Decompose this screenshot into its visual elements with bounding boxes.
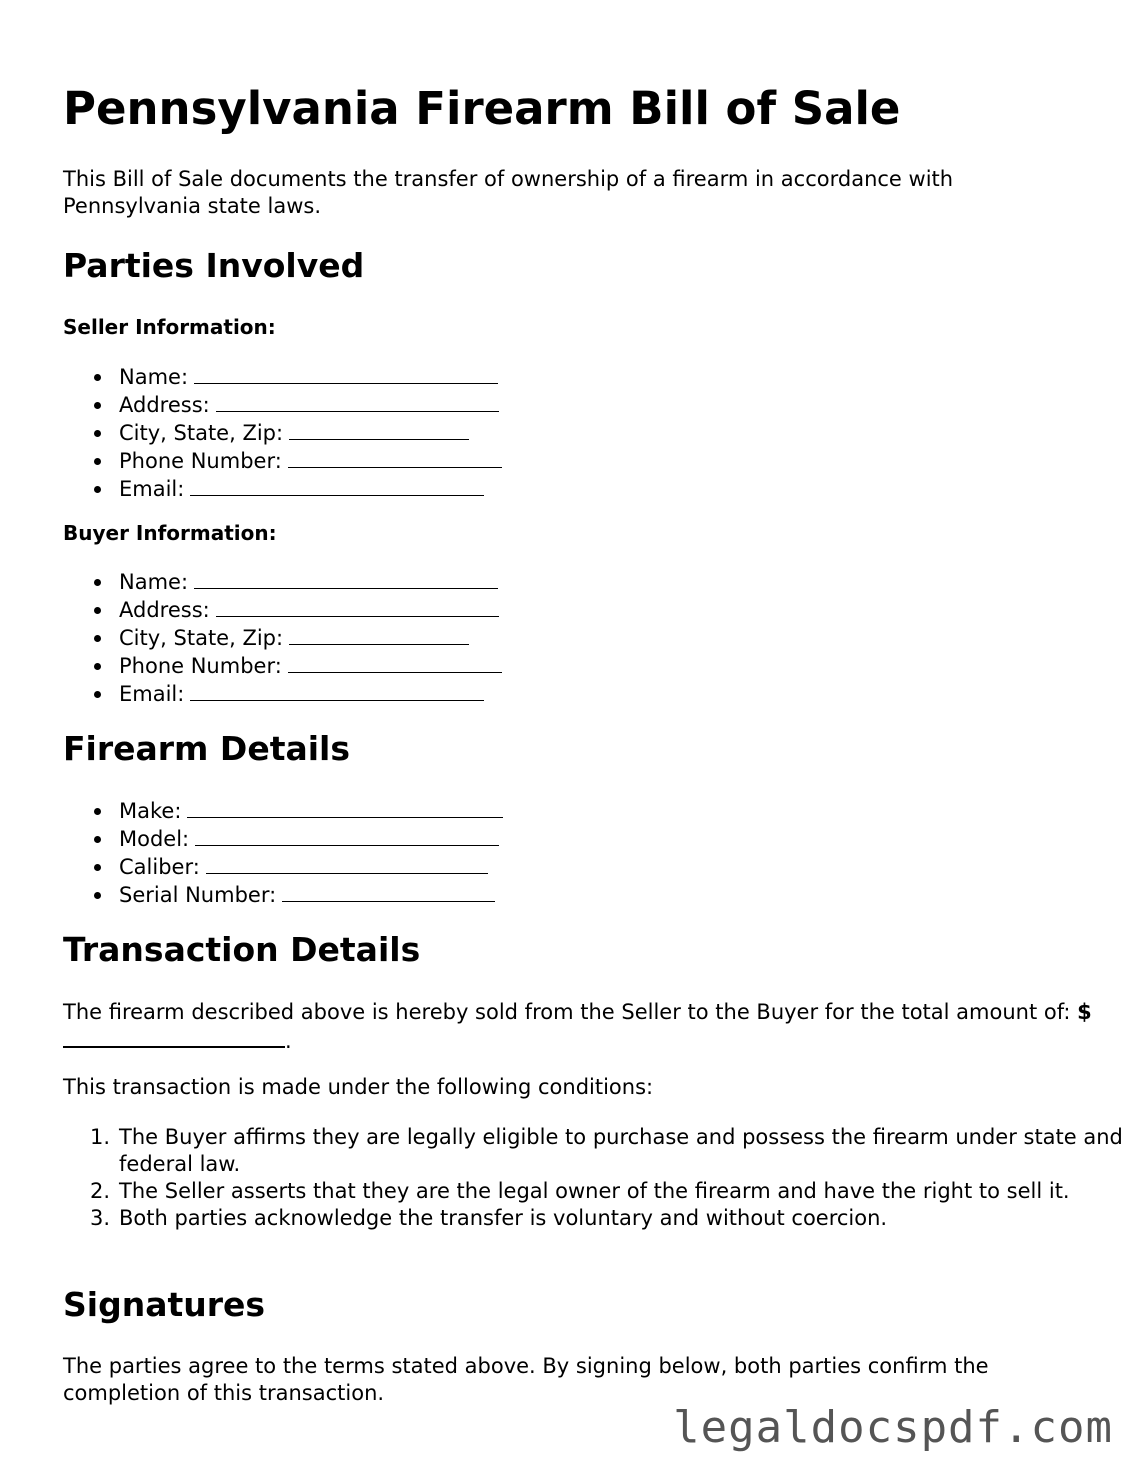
firearm-make-blank[interactable] — [187, 797, 503, 818]
parties-heading: Parties Involved — [63, 246, 365, 285]
seller-heading: Seller Information: — [63, 315, 276, 339]
signatures-paragraph: The parties agree to the terms stated above. By signing below, both parties confirm the completion of this transaction. — [63, 1354, 989, 1405]
watermark-logo: legaldocspdf.com — [673, 1402, 1113, 1453]
seller-address-blank[interactable] — [216, 391, 499, 412]
document-title: Pennsylvania Firearm Bill of Sale — [63, 82, 901, 135]
firearm-serial-number-blank[interactable] — [282, 881, 495, 902]
buyer-phone-blank[interactable] — [288, 652, 502, 673]
buyer-address-field[interactable]: Address: — [119, 596, 502, 624]
sale-amount-blank[interactable] — [63, 1026, 285, 1048]
buyer-city-state-zip-blank[interactable] — [289, 624, 469, 645]
seller-name-blank[interactable] — [194, 363, 498, 384]
buyer-email-field[interactable]: Email: — [119, 680, 502, 708]
condition-item: The Buyer affirms they are legally eligible to purchase and possess the firearm under state and federal law. — [119, 1125, 1123, 1176]
buyer-name-blank[interactable] — [194, 568, 498, 589]
firearm-caliber-field[interactable]: Caliber: — [119, 853, 503, 881]
transaction-heading: Transaction Details — [63, 930, 421, 969]
conditions-intro: This transaction is made under the following conditions: — [63, 1075, 654, 1099]
seller-name-field[interactable]: Name: — [119, 363, 502, 391]
buyer-email-blank[interactable] — [190, 680, 484, 701]
seller-city-state-zip-blank[interactable] — [289, 419, 469, 440]
seller-email-field[interactable]: Email: — [119, 475, 502, 503]
firearm-make-field[interactable]: Make: — [119, 797, 503, 825]
seller-address-field[interactable]: Address: — [119, 391, 502, 419]
sale-amount-paragraph: The firearm described above is hereby sold from the Seller to the Buyer for the total amount of: $. — [63, 1000, 1092, 1053]
firearm-heading: Firearm Details — [63, 729, 351, 768]
firearm-fields-list — [63, 797, 503, 909]
conditions-list — [63, 1124, 1147, 1232]
buyer-city-state-zip-field[interactable]: City, State, Zip: — [119, 624, 502, 652]
firearm-serial-number-field[interactable]: Serial Number: — [119, 881, 503, 909]
firearm-caliber-blank[interactable] — [206, 853, 488, 874]
signatures-heading: Signatures — [63, 1285, 266, 1324]
buyer-address-blank[interactable] — [216, 596, 499, 617]
intro-paragraph: This Bill of Sale documents the transfer of ownership of a firearm in accordance with Pennsylvania state laws. — [63, 167, 954, 218]
buyer-name-field[interactable]: Name: — [119, 568, 502, 596]
buyer-phone-field[interactable]: Phone Number: — [119, 652, 502, 680]
buyer-fields-list — [63, 568, 502, 708]
firearm-model-blank[interactable] — [195, 825, 499, 846]
buyer-heading: Buyer Information: — [63, 521, 277, 545]
seller-fields-list — [63, 363, 502, 503]
condition-item: The Seller asserts that they are the legal owner of the firearm and have the right to sell it. — [119, 1179, 1070, 1203]
seller-email-blank[interactable] — [190, 475, 484, 496]
seller-phone-field[interactable]: Phone Number: — [119, 447, 502, 475]
condition-item: Both parties acknowledge the transfer is voluntary and without coercion. — [119, 1206, 888, 1230]
seller-phone-blank[interactable] — [288, 447, 502, 468]
seller-city-state-zip-field[interactable]: City, State, Zip: — [119, 419, 502, 447]
firearm-model-field[interactable]: Model: — [119, 825, 503, 853]
currency-symbol: $ — [1077, 1000, 1092, 1024]
